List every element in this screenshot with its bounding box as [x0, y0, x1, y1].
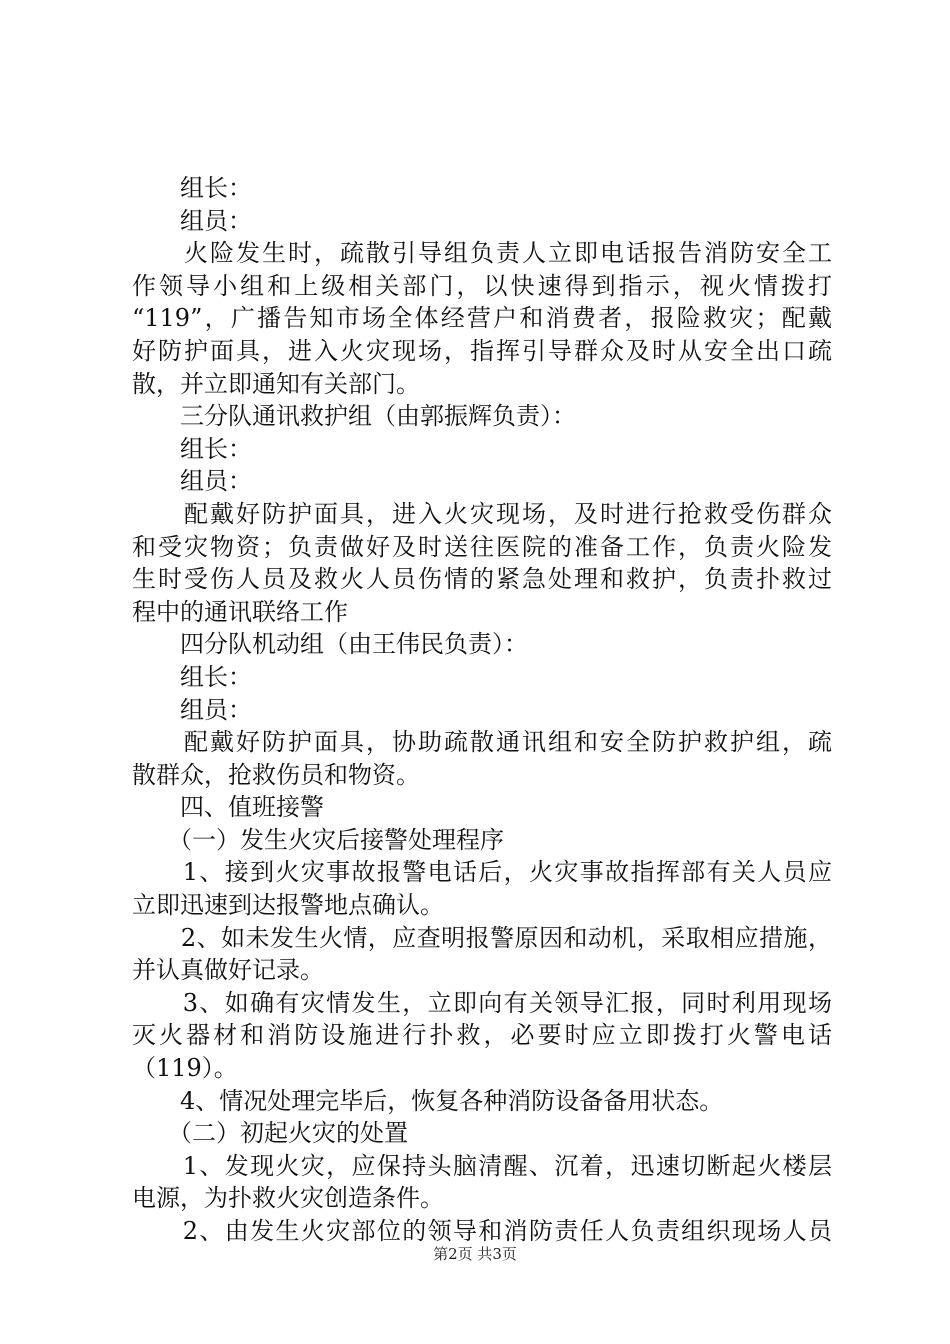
section-heading: 四分队机动组（由王伟民负责）： [132, 630, 528, 659]
text-line: 立即迅速到达报警地点确认。 [132, 891, 444, 920]
text-line: 4、情况处理完毕后，恢复各种消防设备备用状态。 [132, 1086, 724, 1115]
text-line: 散，并立即通知有关部门。 [132, 369, 420, 398]
text-line: 火险发生时，疏散引导组负责人立即电话报告消防安全工 [132, 239, 832, 268]
text-line: 组员： [132, 206, 252, 235]
text-line: 配戴好防护面具，进入火灾现场，及时进行抢救受伤群众 [132, 499, 832, 528]
text-line: 电源，为扑救火灾创造条件。 [132, 1184, 444, 1213]
text-line: （119）。 [132, 1054, 238, 1083]
text-line: 程中的通讯联络工作 [132, 597, 348, 626]
subsection-heading: （一）发生火灾后接警处理程序 [132, 825, 504, 854]
text-line: 3、如确有灾情发生，立即向有关领导汇报，同时利用现场 [132, 988, 832, 1017]
text-line: 并认真做好记录。 [132, 956, 324, 985]
text-line: 2、由发生火灾部位的领导和消防责任人负责组织现场人员 [132, 1217, 832, 1245]
text-line: 作领导小组和上级相关部门，以快速得到指示，视火情拨打 [132, 271, 832, 300]
text-line: 组长： [132, 662, 252, 691]
text-line: 2、如未发生火情，应查明报警原因和动机，采取相应措施， [132, 923, 832, 952]
text-line: 组员： [132, 695, 252, 724]
section-heading: 三分队通讯救护组（由郭振辉负责）： [132, 402, 576, 431]
text-line: 配戴好防护面具，协助疏散通讯组和安全防护救护组，疏 [132, 728, 832, 757]
text-line: “119”，广播告知市场全体经营户和消费者，报险救灾；配戴 [132, 304, 832, 333]
text-line: 散群众，抢救伤员和物资。 [132, 760, 420, 789]
text-line: 灭火器材和消防设施进行扑救，必要时应立即拨打火警电话 [132, 1021, 832, 1050]
text-line: 好防护面具，进入火灾现场，指挥引导群众及时从安全出口疏 [132, 336, 832, 365]
text-line: 1、发现火灾，应保持头脑清醒、沉着，迅速切断起火楼层 [132, 1151, 832, 1180]
text-line: 组长： [132, 434, 252, 463]
document-body [132, 172, 832, 1248]
page-footer [0, 1244, 950, 1264]
page-number: 第2页 共3页 [433, 1245, 517, 1263]
section-heading: 四、值班接警 [132, 793, 324, 822]
text-line: 组长： [132, 174, 252, 202]
text-line: 1、接到火灾事故报警电话后，火灾事故指挥部有关人员应 [132, 858, 832, 887]
subsection-heading: （二）初起火灾的处置 [132, 1119, 408, 1148]
text-line: 和受灾物资；负责做好及时送往医院的准备工作，负责火险发 [132, 532, 832, 561]
text-line: 生时受伤人员及救火人员伤情的紧急处理和救护，负责扑救过 [132, 565, 832, 594]
text-line: 组员： [132, 467, 252, 496]
